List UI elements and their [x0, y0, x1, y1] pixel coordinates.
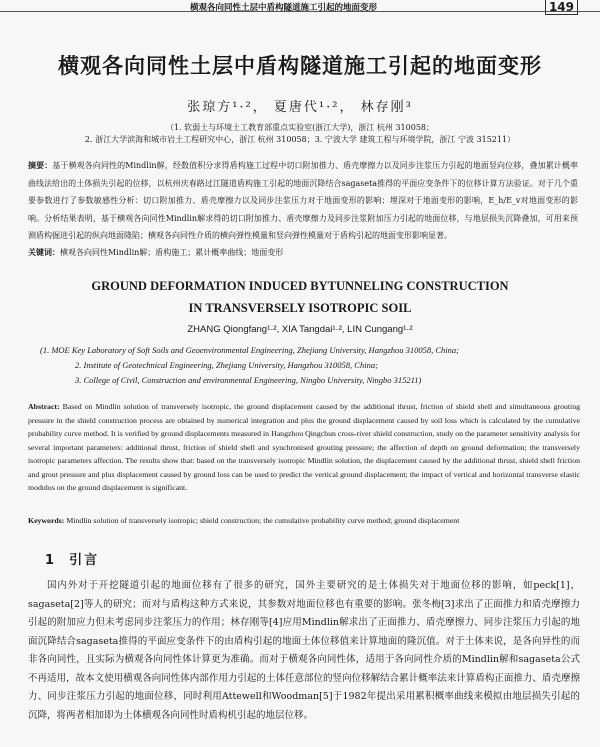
section-title: 引言: [69, 553, 100, 568]
abstract-en-label: Abstract:: [28, 402, 60, 411]
running-header: [0, 0, 600, 12]
paper-title-zh: 横观各向同性土层中盾构隧道施工引起的地面变形: [58, 54, 542, 78]
paper-title-en: [0, 275, 600, 319]
body-paragraph: 国内外对于开挖隧道引起的地面位移有了很多的研究，国外主要研究的是土体损失对于地面位移的影响，如peck[1]，sagaseta[2]等人的研究；而对与盾构这种方式来说，其参数对地面位移也有重要的影响。张冬梅[3]求出了正面推力和盾壳摩擦力引起的附加应力但未考虑同步注浆压力的作用；林存刚等[4]应用Mindlin解求出了正面推力、盾壳摩擦力、同步注浆压力引起的地面沉降结合sagaseta推得的平面应变条件下的由盾构引起的地面土体位移值来计算地面的隆沉值。对于土体来说，是各向异性的而非各向同性，且实际为横观各向同性体计算更为准确。而对于横观各向同性体，适用于各向同性介质的Mindlin解和sagaseta公式不再适用，故本文使用横观各向同性体内部作用力引起的土体任意部位的竖向位移解结合累计概率法来计算盾构正面推力、盾壳摩擦力、同步注浆压力引起的地面位移，同时利用Attewell和Woodman[5]于1982年提出采用累积概率曲线来模拟由地层损失引起的沉降，将两者相加即为土体横观各向同性时盾构机引起的地层位移。: [28, 580, 580, 721]
abstract-zh-text: 基于横观各向同性的Mindlin解，经数值积分求得盾构施工过程中切口附加推力、盾壳摩擦力以及同步注浆压力引起的地面竖向位移，叠加累计概率曲线法给出的土体损失引起的位移，以杭州庆春路过江隧道盾构施工引起的地面沉降结合sagaseta推得的平面应变条件下的位移计算方法验证。对于几个重要参数进行了参数敏感性分析：切口附加推力、盾壳摩擦力以及同步注浆压力对于地面变形的影响；埋深对于地面变形的影响，E_h/E_v对地面变形的影响。分析结果表明，基于横观各向同性Mindlin解求得的切口附加推力、盾壳摩擦力及同步注浆附加压力引起的地面位移，与地层损失沉降叠加，可用来预测盾构掘进引起的纵向地面隆陷；横观各向同性介质的横向弹性模量和竖向弹性模量对于盾构引起的地面变形影响显著。: [28, 161, 579, 240]
paper-title-en-line-2: IN TRANSVERSELY ISOTROPIC SOIL: [188, 301, 412, 315]
affiliation-en-1: (1. MOE Key Laboratory of Soft Soils and Geoenvironmental Engineering, Zhejiang University, Hangzhou 310058, China;: [40, 345, 459, 355]
section-number: 1: [45, 553, 57, 568]
affiliation-zh-2: 2. 浙江大学滨海和城市岩土工程研究中心，浙江 杭州 310058；3. 宁波大学 建筑工程与环境学院，浙江 宁波 315211）: [84, 135, 516, 144]
affiliation-en-3: 3. College of Civil, Construction and environmental Engineering, Ningbo University, Ningbo 315211): [75, 375, 422, 385]
affiliation-en-2: 2. Institute of Geotechnical Engineering, Zhejiang University, Hangzhou 310058, China;: [75, 360, 378, 370]
affiliation-zh-1: （1. 软弱土与环境土工教育部重点实验室(浙江大学)，浙江 杭州 310058；: [165, 123, 435, 132]
running-head: 横观各向同性土层中盾构隧道施工引起的地面变形: [190, 3, 378, 13]
keywords-en-text: Mindlin solution of transversely isotropic; shield construction; the cumulative probability curve method; ground displacement: [66, 516, 460, 525]
abstract-en-text: Based on Mindlin solution of transversely isotropic, the ground displacement caused by the additional thrust, friction of shield shell and simultaneous grouting pressure in the shield construction process are obtained by numerical integration and plus the ground displacement caused by soil loss which is calculated by the cumulative probability curve method. It is verified by ground displacements measured in Hangzhou Qingchun cross-river shield construction, study on the parameter sensitivity analysis for several important parameters: additional thrust, friction of shield shell and synchronised grouting pressure; the affection of depth on ground deformation; the transversely isotropic parameters affection. The results show that: based on the transversely isotropic Mindlin solution, the displacement caused by the additional thrust, shield shell friction and grout pressure and plus displacement caused by ground loss can be used to predict the vertical ground displacement; the impact of vertical and horizontal transverse elastic modulus on the ground displacement is significant.: [28, 402, 581, 492]
keywords-zh: [28, 247, 578, 258]
keywords-zh-text: 横观各向同性Mindlin解；盾构施工；累计概率曲线；地面变形: [60, 248, 284, 257]
abstract-zh: [28, 157, 578, 245]
keywords-zh-label: 关键词：: [28, 247, 60, 257]
page-number: 149: [545, 0, 578, 15]
keywords-en: [28, 516, 580, 525]
abstract-zh-label: 摘要：: [28, 160, 53, 170]
abstract-en: [28, 400, 580, 495]
section-heading: [45, 549, 99, 568]
authors-en: ZHANG Qiongfang¹·², XIA Tangdai¹·², LIN Cungang¹·²: [187, 324, 413, 335]
keywords-en-label: Keywords:: [28, 516, 65, 525]
authors-zh: 张琼方¹·²， 夏唐代¹·²， 林存刚³: [187, 100, 413, 115]
paper-title-en-line-1: GROUND DEFORMATION INDUCED BYTUNNELING CONSTRUCTION: [91, 279, 509, 293]
